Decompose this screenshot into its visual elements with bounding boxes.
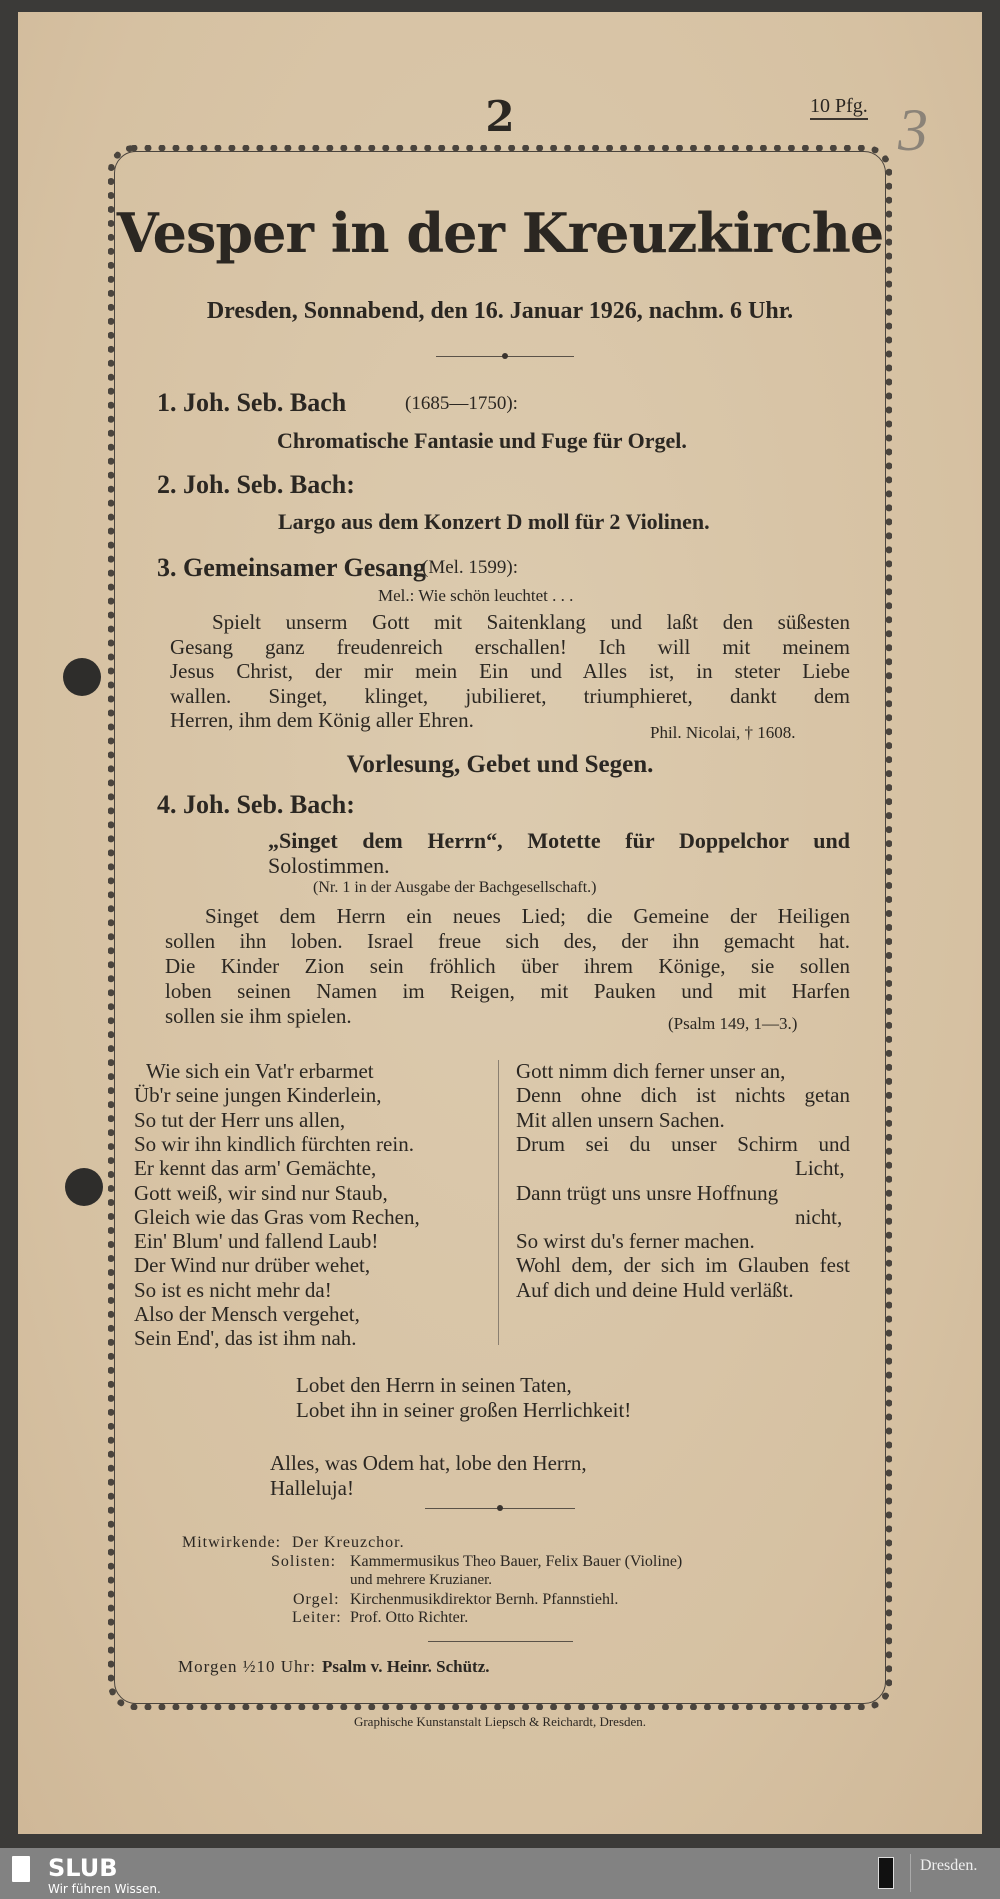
item-3-melody: Mel.: Wie schön leuchtet . . .: [378, 586, 574, 605]
text-line: Die Kinder Zion sein fröhlich über ihrem Könige, sie sollen: [165, 954, 850, 978]
page-number: 2: [485, 92, 515, 141]
credits-performers: Der Kreuzchor.: [292, 1534, 405, 1551]
ornament-dot: [502, 353, 508, 359]
text-line: nicht,: [795, 1204, 843, 1229]
text-line: Lobet ihn in seiner großen Herrlichkeit!: [296, 1398, 632, 1422]
text-line: Drum sei du unser Schirm und: [516, 1131, 850, 1156]
tomorrow-text: Psalm v. Heinr. Schütz.: [322, 1657, 490, 1676]
dresden-coat-of-arms-icon: [878, 1857, 894, 1889]
slub-tagline: Wir führen Wissen.: [48, 1882, 161, 1896]
item-2-heading: 2. Joh. Seb. Bach:: [157, 470, 355, 499]
text-line: Sein End', das ist ihm nah.: [134, 1326, 357, 1351]
text-line: Der Wind nur drüber wehet,: [134, 1253, 371, 1278]
credits-soloists-label: Solisten:: [271, 1553, 337, 1570]
item-4-reference: (Psalm 149, 1—3.): [668, 1014, 798, 1033]
credits-soloists: Kammermusikus Theo Bauer, Felix Bauer (Violine): [350, 1553, 683, 1570]
slub-footer-bar: [0, 1848, 1000, 1899]
text-line: Lobet den Herrn in seinen Taten,: [296, 1373, 572, 1397]
text-line: Licht,: [795, 1156, 845, 1181]
punch-hole: [65, 1168, 103, 1206]
text-line: Denn ohne dich ist nichts getan: [516, 1083, 850, 1108]
text-line: Also der Mensch vergehet,: [134, 1302, 360, 1326]
item-3-author: Phil. Nicolai, † 1608.: [650, 723, 796, 742]
pencil-mark: 3: [898, 97, 928, 163]
text-line: Halleluja!: [270, 1476, 354, 1500]
text-line: Alles, was Odem hat, lobe den Herrn,: [270, 1451, 587, 1475]
text-line: So ist es nicht mehr da!: [134, 1277, 332, 1302]
tomorrow-label: Morgen ½10 Uhr:: [178, 1657, 316, 1676]
text-line: Wie sich ein Vat'r erbarmet: [146, 1059, 374, 1083]
credits-organ: Kirchenmusikdirektor Bernh. Pfannstiehl.: [350, 1591, 619, 1608]
text-line: Wohl dem, der sich im Glauben fest: [516, 1253, 850, 1278]
item-1-heading: 1. Joh. Seb. Bach: [157, 388, 347, 417]
punch-hole: [63, 658, 101, 696]
text-line: Gleich wie das Gras vom Rechen,: [134, 1204, 420, 1229]
printer-credit: Graphische Kunstanstalt Liepsch & Reichardt, Dresden.: [353, 1714, 647, 1729]
text-line: Solostimmen.: [268, 853, 390, 878]
text-line: So tut der Herr uns allen,: [134, 1107, 346, 1132]
price: 10 Pfg.: [810, 96, 868, 120]
item-4-note: (Nr. 1 in der Ausgabe der Bachgesellschaft.): [313, 879, 597, 896]
divider-line: [428, 1641, 573, 1642]
page-title: Vesper in der Kreuzkirche: [116, 201, 884, 265]
item-3-melody-number: (Mel. 1599):: [422, 557, 519, 578]
item-2-work: Largo aus dem Konzert D moll für 2 Violinen.: [278, 509, 710, 534]
ornament-dot: [497, 1505, 503, 1511]
slub-logo-icon: [12, 1856, 30, 1882]
text-line: Ein' Blum' und fallend Laub!: [134, 1229, 379, 1254]
footer-divider: [910, 1854, 911, 1892]
text-line: Gesang ganz freudenreich erschallen! Ich will mit meinem: [170, 634, 850, 659]
credits-conductor: Prof. Otto Richter.: [350, 1609, 469, 1626]
credits-conductor-label: Leiter:: [292, 1609, 342, 1626]
item-3-heading: 3. Gemeinsamer Gesang: [157, 553, 426, 582]
credits-organ-label: Orgel:: [293, 1591, 340, 1608]
text-line: Gott weiß, wir sind nur Staub,: [134, 1180, 388, 1205]
text-line: wallen. Singet, klinget, jubilieret, triumphieret, dankt dem: [170, 683, 850, 708]
column-divider: [498, 1060, 499, 1345]
credits-soloists-cont: und mehrere Kruzianer.: [350, 1572, 493, 1588]
item-4-heading: 4. Joh. Seb. Bach:: [157, 790, 355, 819]
dresden-logo[interactable]: Dresden.: [920, 1857, 978, 1874]
subtitle: Dresden, Sonnabend, den 16. Januar 1926, nachm. 6 Uhr.: [206, 298, 794, 324]
text-line: Jesus Christ, der mir mein Ein und Alles ist, in steter Liebe: [170, 659, 850, 683]
slub-brand[interactable]: SLUB: [48, 1854, 118, 1882]
item-1-work: Chromatische Fantasie und Fuge für Orgel.: [277, 428, 687, 453]
text-line: Er kennt das arm' Gemächte,: [134, 1156, 377, 1181]
text-line: So wirst du's ferner machen.: [516, 1229, 755, 1254]
text-line: Singet dem Herrn ein neues Lied; die Gemeine der Heiligen: [205, 904, 850, 928]
text-line: Mit allen unsern Sachen.: [516, 1107, 725, 1132]
text-line: Gott nimm dich ferner unser an,: [516, 1059, 786, 1083]
text-line: So wir ihn kindlich fürchten rein.: [134, 1131, 414, 1156]
text-line: Herren, ihm dem König aller Ehren.: [170, 708, 474, 732]
text-line: „Singet dem Herrn“, Motette für Doppelchor und: [268, 828, 850, 853]
text-line: Auf dich und deine Huld verläßt.: [516, 1277, 794, 1302]
text-line: sollen sie ihm spielen.: [165, 1004, 352, 1028]
item-1-dates: (1685—1750):: [405, 393, 518, 414]
text-line: Spielt unserm Gott mit Saitenklang und laßt den süßesten: [212, 610, 850, 634]
interlude-heading: Vorlesung, Gebet und Segen.: [346, 751, 654, 778]
credits-performers-label: Mitwirkende:: [182, 1534, 282, 1551]
text-line: loben seinen Namen im Reigen, mit Pauken und mit Harfen: [165, 979, 850, 1003]
text-line: Üb'r seine jungen Kinderlein,: [134, 1083, 382, 1108]
text-line: Dann trügt uns unsre Hoffnung: [516, 1180, 779, 1205]
text-line: sollen ihn loben. Israel freue sich des, der ihn gemacht hat.: [165, 929, 850, 953]
